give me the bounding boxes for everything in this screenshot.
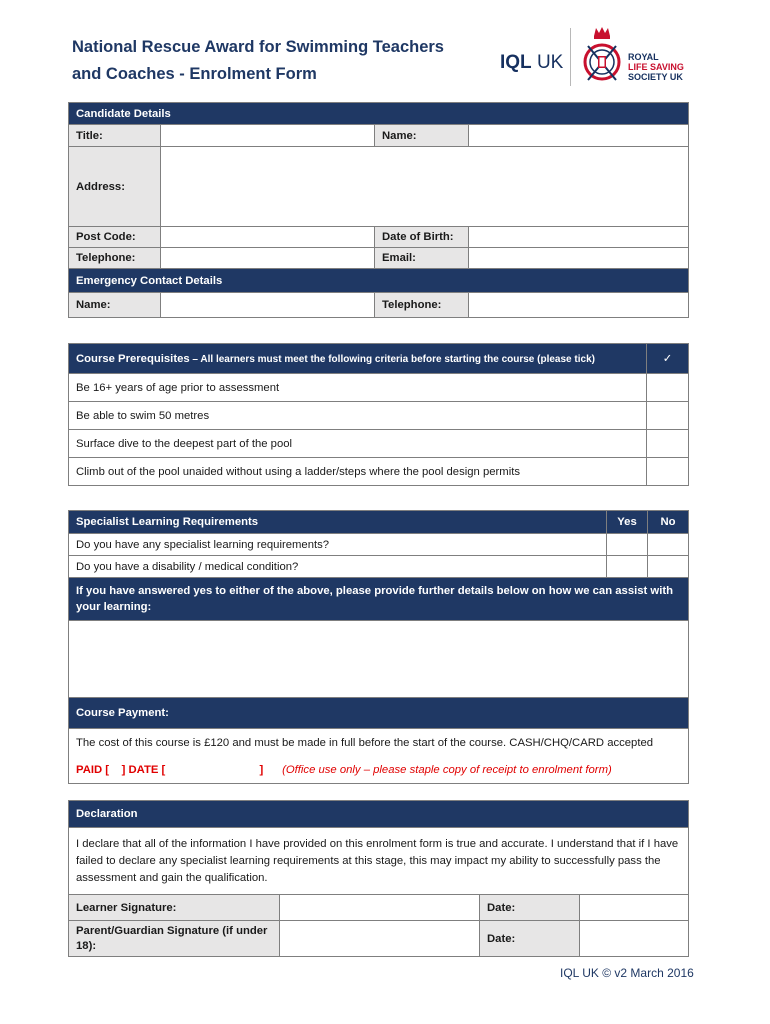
no-checkbox[interactable] — [648, 534, 689, 556]
name-label: Name: — [375, 125, 469, 147]
prerequisites-table — [68, 343, 689, 486]
declaration-heading: Declaration — [69, 801, 689, 828]
candidate-details-table — [68, 102, 689, 318]
guardian-signature-field[interactable] — [280, 921, 480, 957]
prereq-item: Surface dive to the deepest part of the pool — [69, 430, 647, 458]
learner-signature-field[interactable] — [280, 895, 480, 921]
prereq-item: Be able to swim 50 metres — [69, 402, 647, 430]
dob-field[interactable] — [469, 227, 689, 248]
guardian-signature-label: Parent/Guardian Signature (if under 18): — [69, 921, 280, 957]
dob-label: Date of Birth: — [375, 227, 469, 248]
details-prompt: If you have answered yes to either of the above, please provide further details below on how we can assist with your learning: — [69, 578, 689, 621]
postcode-label: Post Code: — [69, 227, 161, 248]
prereq-tick-box[interactable] — [647, 458, 689, 486]
yes-column-heading: Yes — [607, 511, 648, 534]
form-title — [72, 34, 482, 88]
office-use-note: (Office use only – please staple copy of receipt to enrolment form) — [282, 763, 612, 776]
emergency-name-label: Name: — [69, 293, 161, 318]
prereq-item: Climb out of the pool unaided without using a ladder/steps where the pool design permits — [69, 458, 647, 486]
no-column-heading: No — [648, 511, 689, 534]
name-field[interactable] — [469, 125, 689, 147]
title-label: Title: — [69, 125, 161, 147]
prereq-item: Be 16+ years of age prior to assessment — [69, 374, 647, 402]
prereq-tick-box[interactable] — [647, 430, 689, 458]
emergency-contact-heading: Emergency Contact Details — [69, 269, 689, 293]
email-field[interactable] — [469, 248, 689, 269]
learner-signature-label: Learner Signature: — [69, 895, 280, 921]
emergency-telephone-label: Telephone: — [375, 293, 469, 318]
learner-date-label: Date: — [480, 895, 580, 921]
emergency-telephone-field[interactable] — [469, 293, 689, 318]
declaration-text: I declare that all of the information I have provided on this enrolment form is true and accurate. I understand that if I have failed to declare any specialist learning requirements at this stage, this may impact my ability to successfully pass the assessment and gain the qualification. — [69, 828, 689, 895]
emergency-name-field[interactable] — [161, 293, 375, 318]
learner-date-field[interactable] — [580, 895, 689, 921]
postcode-field[interactable] — [161, 227, 375, 248]
specialist-details-field[interactable] — [69, 621, 689, 698]
prerequisites-heading: Course Prerequisites – All learners must meet the following criteria before starting the course (please tick) — [69, 344, 647, 374]
guardian-date-field[interactable] — [580, 921, 689, 957]
payment-text: The cost of this course is £120 and must be made in full before the start of the course. CASH/CHQ/CARD accepted — [69, 729, 689, 757]
yes-checkbox[interactable] — [607, 556, 648, 578]
address-field[interactable] — [161, 147, 689, 227]
guardian-date-label: Date: — [480, 921, 580, 957]
candidate-details-heading: Candidate Details — [69, 103, 689, 125]
telephone-label: Telephone: — [69, 248, 161, 269]
form-title-line1: National Rescue Award for Swimming Teachers — [72, 38, 444, 56]
rlss-logo-text: ROYAL LIFE SAVING SOCIETY UK — [628, 52, 684, 82]
address-label: Address: — [69, 147, 161, 227]
course-payment-heading: Course Payment: — [69, 698, 689, 729]
specialist-question: Do you have any specialist learning requirements? — [69, 534, 607, 556]
payment-office-row — [69, 757, 689, 784]
prereq-tick-box[interactable] — [647, 402, 689, 430]
prereq-tick-box[interactable] — [647, 374, 689, 402]
specialist-heading: Specialist Learning Requirements — [69, 511, 607, 534]
logo-divider — [570, 28, 571, 86]
yes-checkbox[interactable] — [607, 534, 648, 556]
telephone-field[interactable] — [161, 248, 375, 269]
footer-version: IQL UK © v2 March 2016 — [560, 966, 694, 980]
paid-date-field[interactable]: PAID [ ] DATE [ ] — [76, 763, 264, 776]
specialist-requirements-table — [68, 510, 689, 784]
form-title-line2: and Coaches - Enrolment Form — [72, 65, 317, 83]
iql-uk-logo: IQL UK — [500, 52, 564, 73]
rlss-crest-icon — [582, 26, 622, 88]
email-label: Email: — [375, 248, 469, 269]
tick-column-heading: ✓ — [647, 344, 689, 374]
title-field[interactable] — [161, 125, 375, 147]
declaration-table — [68, 800, 689, 957]
no-checkbox[interactable] — [648, 556, 689, 578]
disability-question: Do you have a disability / medical condition? — [69, 556, 607, 578]
